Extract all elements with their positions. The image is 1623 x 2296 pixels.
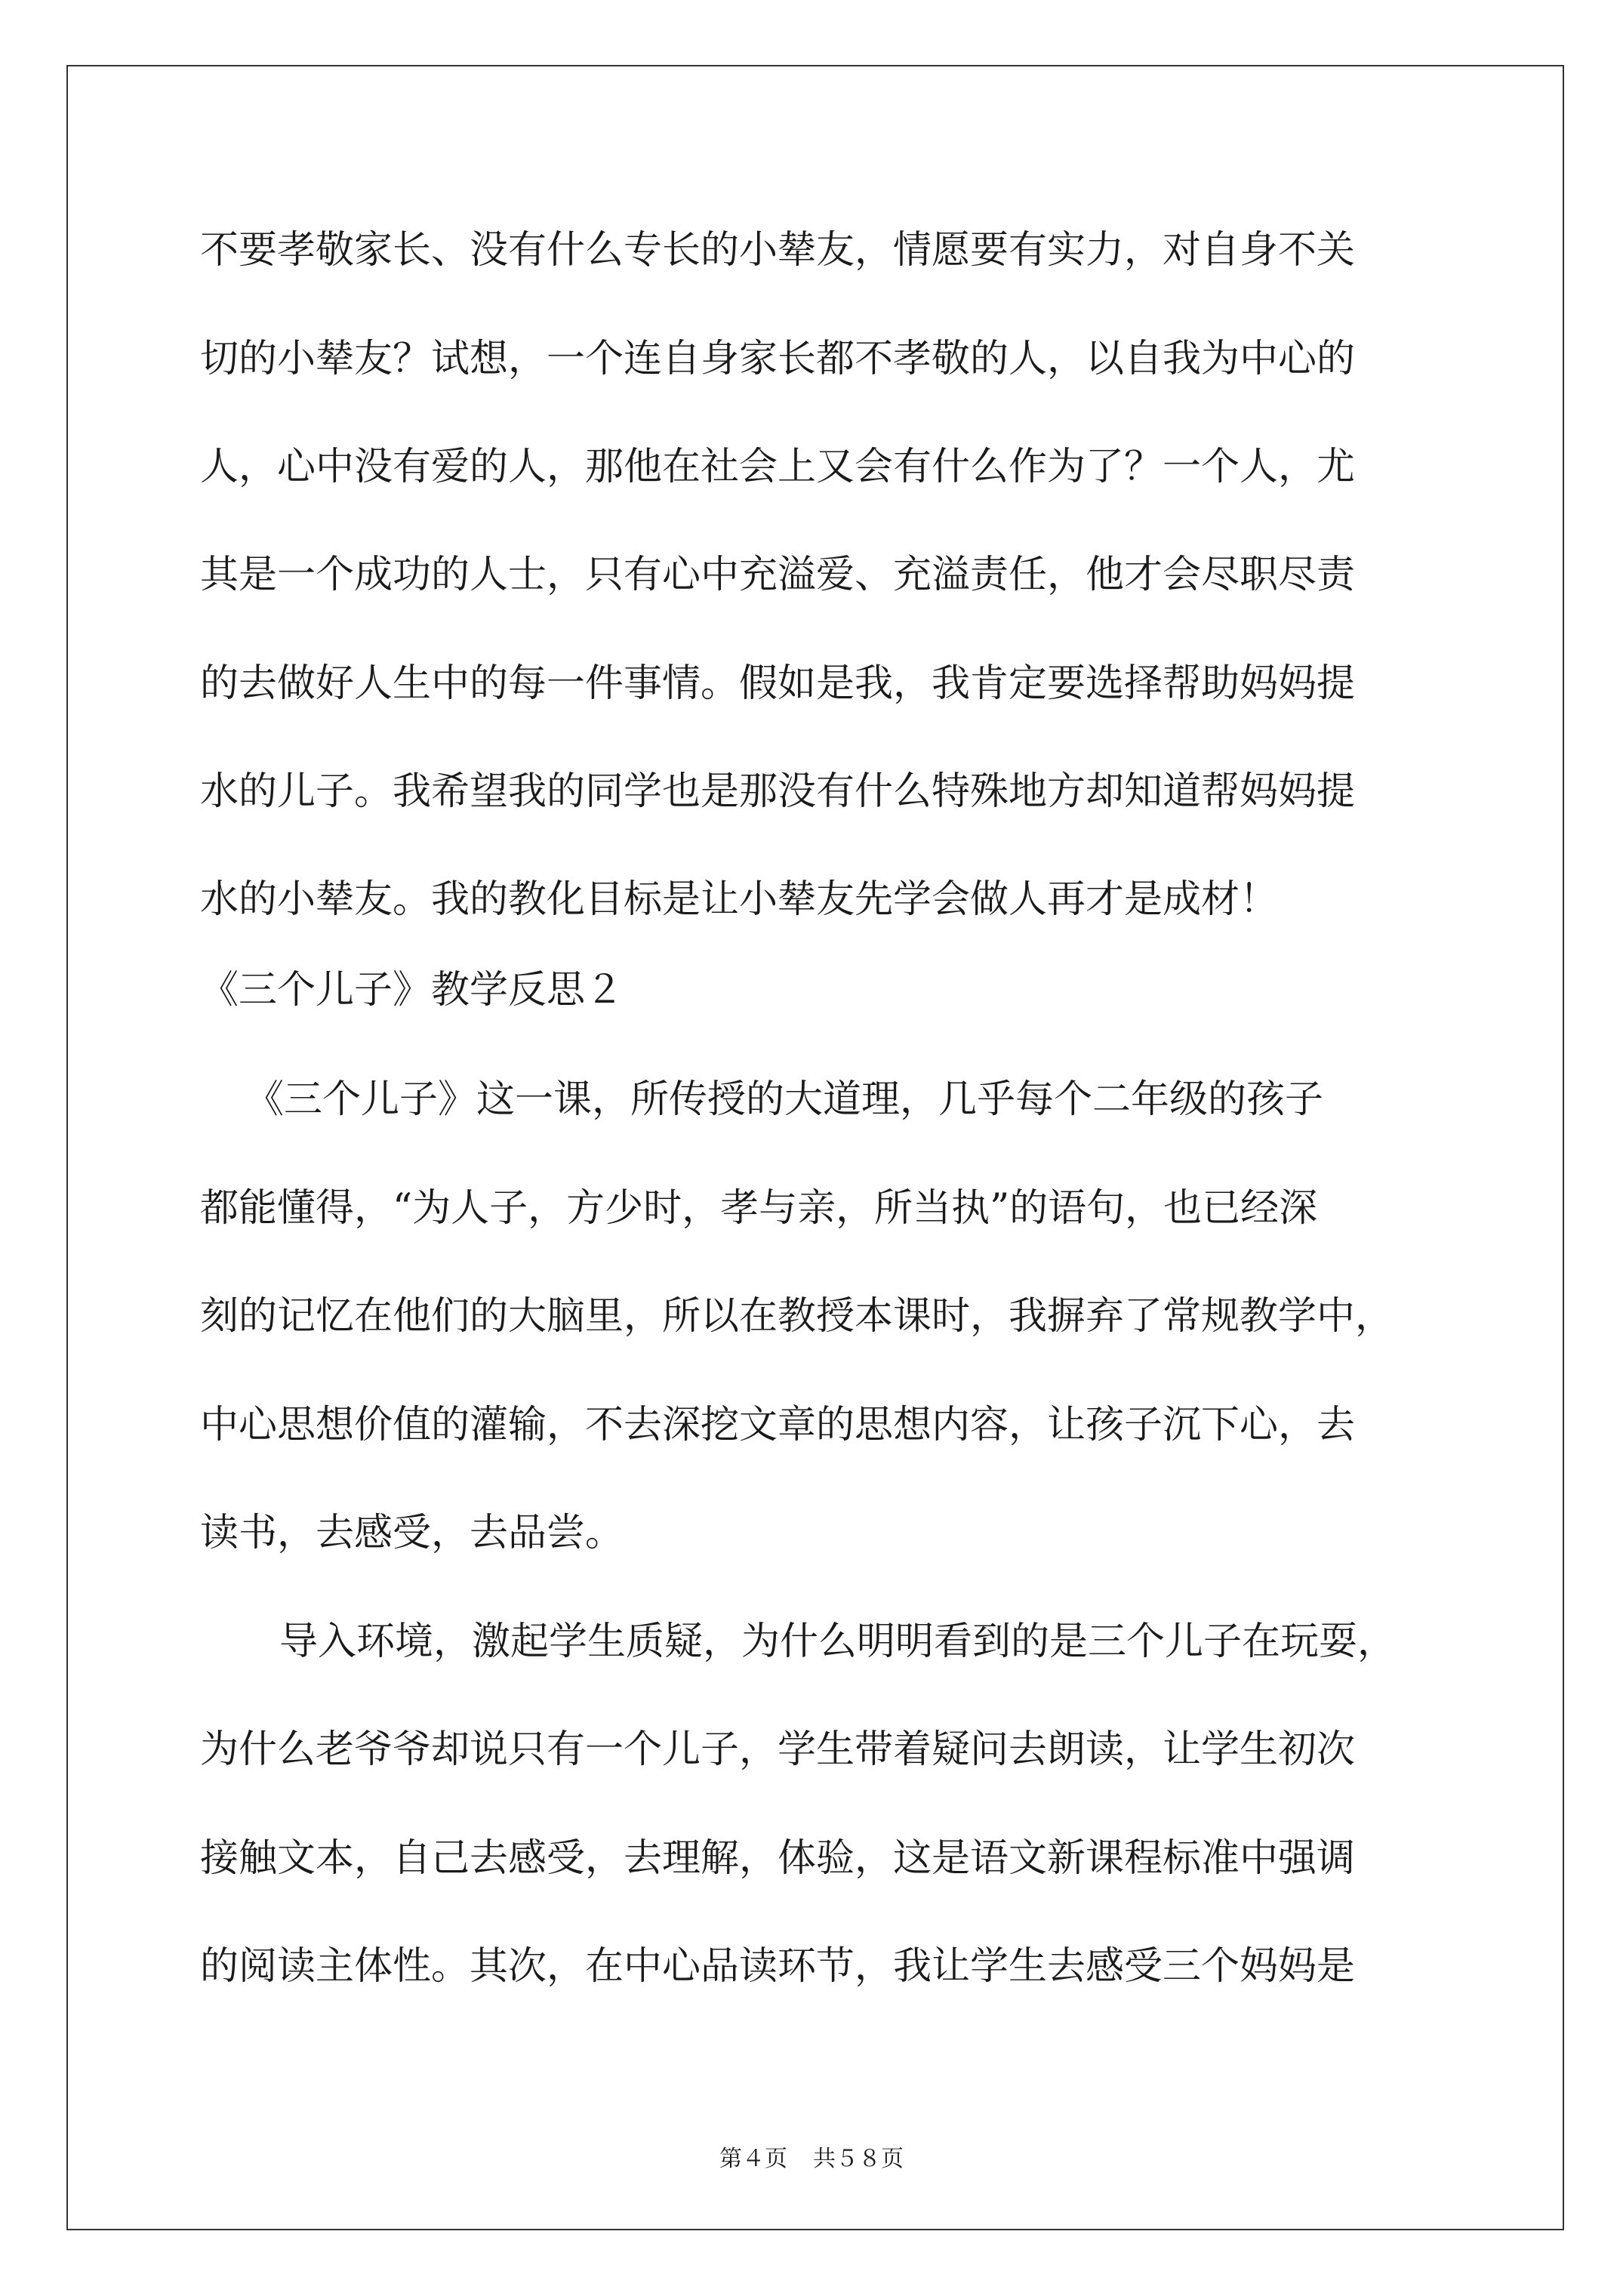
page-footer xyxy=(0,2144,1623,2174)
page-number: 第４页 xyxy=(719,2146,787,2172)
body-line-6: 水的儿子。我希望我的同学也是那没有什么特殊地方却知道帮妈妈提 xyxy=(200,769,1356,814)
section-heading: 《三个儿子》教学反思２ xyxy=(200,968,624,1012)
body-line-17: 的阅读主体性。其次，在中心品读环节，我让学生去感受三个妈妈是 xyxy=(200,1944,1356,1989)
body-line-2: 切的小辇友？试想，一个连自身家长都不孝敬的人，以自我为中心的 xyxy=(200,337,1356,381)
body-line-1: 不要孝敬家长、没有什么专长的小辇友，情愿要有实力，对自身不关 xyxy=(200,228,1356,273)
body-line-9: 《三个儿子》这一课，所传授的大道理，几乎每个二年级的孩子 xyxy=(245,1077,1324,1122)
page-border xyxy=(66,65,1564,2230)
body-line-11: 刻的记忆在他们的大脑里，所以在教授本课时，我摒弃了常规教学中， xyxy=(200,1294,1394,1339)
body-line-14: 导入环境，激起学生质疑，为什么明明看到的是三个儿子在玩耍， xyxy=(279,1620,1397,1664)
body-line-16: 接触文本，自己去感受，去理解，体验，这是语文新课程标准中强调 xyxy=(200,1836,1356,1881)
body-line-5: 的去做好人生中的每一件事情。假如是我，我肯定要选择帮助妈妈提 xyxy=(200,661,1356,706)
body-line-7: 水的小辇友。我的教化目标是让小辇友先学会做人再才是成材！ xyxy=(200,877,1279,922)
body-line-12: 中心思想价值的灌输，不去深挖文章的思想内容，让孩子沉下心，去 xyxy=(200,1403,1356,1447)
body-line-15: 为什么老爷爷却说只有一个儿子，学生带着疑问去朗读，让学生初次 xyxy=(200,1727,1356,1772)
body-line-3: 人，心中没有爱的人，那他在社会上又会有什么作为了？一个人，尤 xyxy=(200,445,1356,489)
body-line-4: 其是一个成功的人士，只有心中充溢爱、充溢责任，他才会尽职尽责 xyxy=(200,553,1356,597)
body-line-10: 都能懂得，“为人子，方少时，孝与亲，所当执”的语句，也已经深 xyxy=(200,1186,1318,1231)
page-total: 共５８页 xyxy=(813,2146,904,2172)
body-line-13: 读书，去感受，去品尝。 xyxy=(200,1511,624,1555)
